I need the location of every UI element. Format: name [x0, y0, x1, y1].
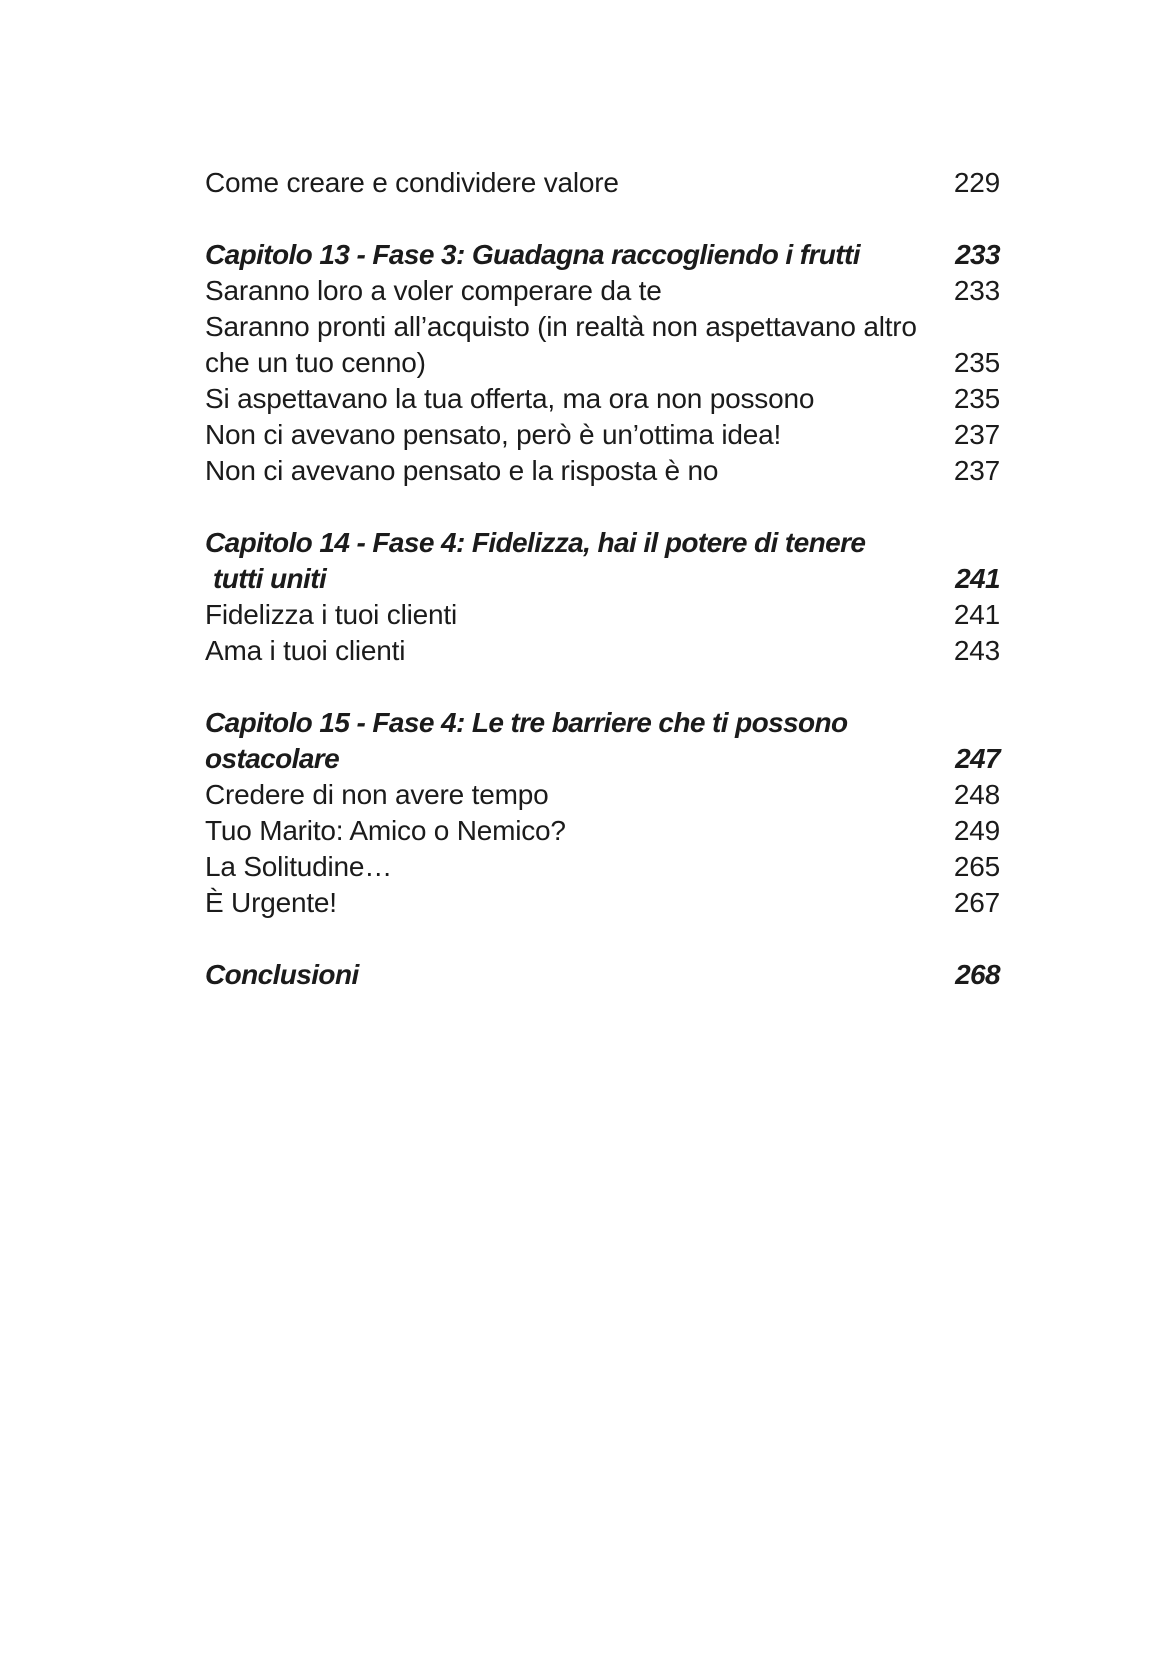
toc-entry-title: La Solitudine… [205, 851, 393, 882]
toc-entry-page: 265 [953, 851, 1000, 882]
toc-entry-title: Ama i tuoi clienti [205, 635, 406, 666]
toc-entry-page: 237 [953, 419, 1000, 450]
toc-entry [205, 849, 1000, 885]
toc-entry-chapter [205, 705, 1000, 741]
toc-entry [205, 633, 1000, 669]
toc-spacer [205, 201, 1000, 237]
toc-entry [205, 813, 1000, 849]
toc-entry-page: 267 [953, 887, 1000, 918]
toc-entry-page: 235 [953, 347, 1000, 378]
toc-entry-page: 249 [953, 815, 1000, 846]
toc-entry-page: 229 [953, 167, 1000, 198]
toc-entry [205, 417, 1000, 453]
toc-entry [205, 777, 1000, 813]
toc-entry [205, 345, 1000, 381]
toc-entry-page: 247 [955, 743, 1000, 774]
toc-entry-title: Come creare e condividere valore [205, 167, 619, 198]
toc-entry-chapter [205, 525, 1000, 561]
toc-entry-page: 235 [953, 383, 1000, 414]
toc-entry-title: Si aspettavano la tua offerta, ma ora non possono [205, 383, 815, 414]
toc-spacer [205, 921, 1000, 957]
toc-entry [205, 309, 1000, 345]
toc-entry-title: che un tuo cenno) [205, 347, 426, 378]
toc-entry-page: 243 [953, 635, 1000, 666]
toc-entry-chapter [205, 957, 1000, 993]
toc-entry [205, 165, 1000, 201]
toc-entry-title: Capitolo 13 - Fase 3: Guadagna raccogliendo i frutti [205, 239, 860, 270]
toc-entry-page: 233 [953, 275, 1000, 306]
table-of-contents [205, 165, 1000, 993]
toc-spacer [205, 489, 1000, 525]
toc-entry-title: Capitolo 14 - Fase 4: Fidelizza, hai il potere di tenere [205, 527, 866, 558]
toc-entry [205, 273, 1000, 309]
toc-entry-chapter [205, 237, 1000, 273]
toc-entry-title: Credere di non avere tempo [205, 779, 549, 810]
toc-entry-page: 233 [955, 239, 1000, 270]
toc-entry-title: Saranno pronti all’acquisto (in realtà non aspettavano altro [205, 311, 917, 342]
toc-entry-title: tutti uniti [213, 563, 327, 594]
toc-entry-chapter [205, 561, 1000, 597]
toc-entry-title: Tuo Marito: Amico o Nemico? [205, 815, 566, 846]
toc-entry-title: Saranno loro a voler comperare da te [205, 275, 662, 306]
toc-entry-title: Conclusioni [205, 959, 359, 990]
toc-entry-page: 241 [953, 599, 1000, 630]
toc-entry-title: Non ci avevano pensato e la risposta è no [205, 455, 719, 486]
toc-entry-chapter [205, 741, 1000, 777]
toc-entry [205, 597, 1000, 633]
toc-entry-title: Fidelizza i tuoi clienti [205, 599, 457, 630]
toc-spacer [205, 669, 1000, 705]
toc-entry-page: 268 [955, 959, 1000, 990]
toc-entry-page: 248 [953, 779, 1000, 810]
toc-entry-title: Capitolo 15 - Fase 4: Le tre barriere che ti possono [205, 707, 848, 738]
toc-entry-title: Non ci avevano pensato, però è un’ottima idea! [205, 419, 782, 450]
toc-entry-title: È Urgente! [205, 887, 337, 918]
toc-entry-page: 241 [955, 563, 1000, 594]
toc-entry [205, 381, 1000, 417]
toc-entry-title: ostacolare [205, 743, 340, 774]
toc-entry [205, 885, 1000, 921]
toc-entry [205, 453, 1000, 489]
toc-entry-page: 237 [953, 455, 1000, 486]
